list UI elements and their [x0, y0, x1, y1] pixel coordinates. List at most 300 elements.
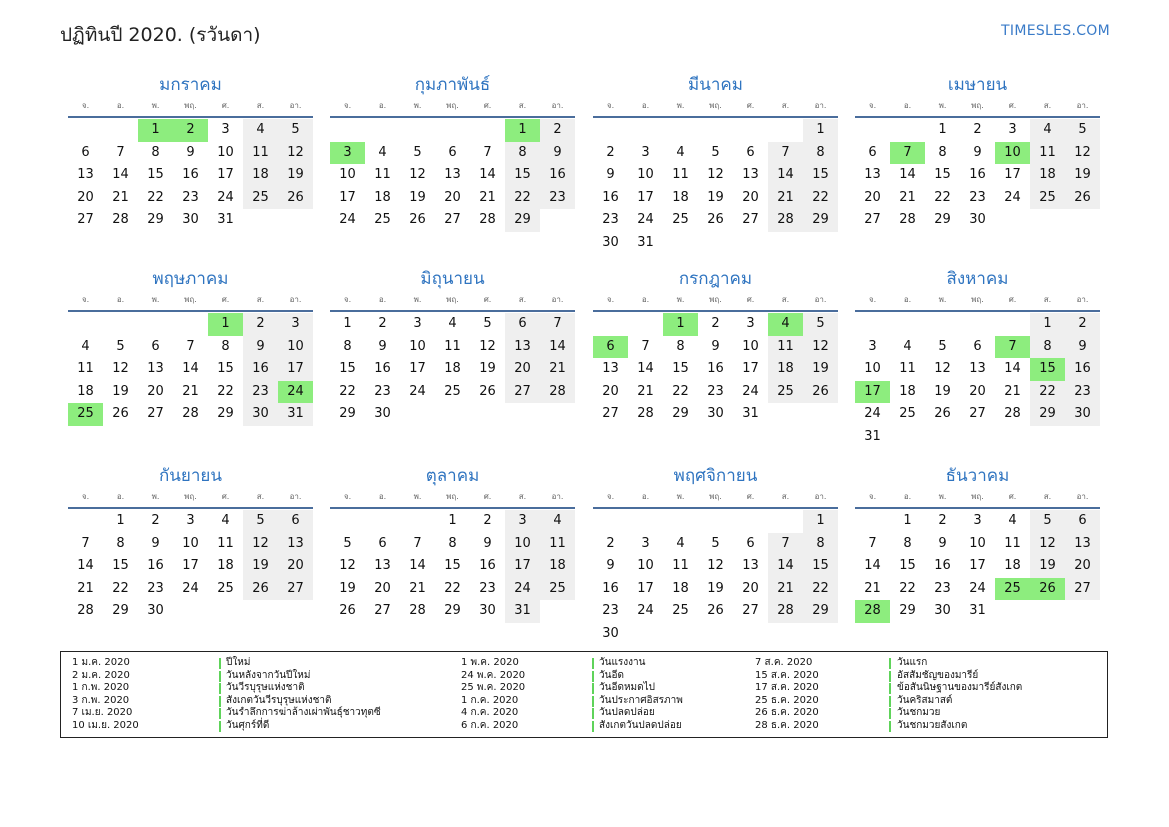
day-cell[interactable]: 2 [243, 313, 278, 336]
day-cell[interactable]: 3 [1008, 122, 1017, 137]
day-cell[interactable]: 24 [182, 580, 199, 596]
day-cell[interactable]: 5 [116, 338, 125, 354]
day-cell[interactable]: 26 [339, 603, 356, 618]
holiday-day-cell[interactable]: 6 [593, 336, 628, 359]
day-cell[interactable]: 6 [81, 144, 90, 160]
day-cell[interactable]: 16 [147, 558, 164, 573]
day-cell[interactable]: 9 [186, 144, 195, 160]
day-cell[interactable]: 19 [243, 555, 278, 578]
day-cell[interactable]: 2 [938, 513, 947, 528]
holiday-day-cell[interactable]: 1 [663, 313, 698, 336]
day-cell[interactable]: 20 [742, 189, 759, 205]
day-cell[interactable]: 12 [339, 558, 356, 573]
day-cell[interactable]: 1 [448, 513, 457, 528]
day-cell[interactable]: 10 [742, 338, 759, 354]
day-cell[interactable]: 30 [602, 234, 619, 250]
day-cell[interactable]: 29 [899, 603, 916, 618]
day-cell[interactable]: 27 [444, 212, 461, 227]
day-cell[interactable]: 21 [1004, 383, 1021, 399]
day-cell[interactable]: 19 [934, 383, 951, 399]
day-cell[interactable]: 13 [864, 167, 881, 182]
day-cell[interactable]: 5 [1065, 119, 1100, 142]
day-cell[interactable]: 22 [147, 189, 164, 205]
day-cell[interactable]: 20 [444, 189, 461, 205]
day-cell[interactable]: 18 [217, 558, 234, 573]
day-cell[interactable]: 13 [742, 558, 759, 573]
day-cell[interactable]: 30 [602, 625, 619, 641]
day-cell[interactable]: 9 [711, 338, 720, 354]
day-cell[interactable]: 31 [278, 403, 313, 426]
day-cell[interactable]: 5 [483, 316, 492, 331]
day-cell[interactable]: 5 [711, 144, 720, 160]
holiday-day-cell[interactable]: 25 [68, 403, 103, 426]
day-cell[interactable]: 4 [221, 513, 230, 528]
day-cell[interactable]: 19 [803, 358, 838, 381]
day-cell[interactable]: 7 [116, 144, 125, 160]
day-cell[interactable]: 20 [602, 383, 619, 399]
day-cell[interactable]: 21 [540, 358, 575, 381]
day-cell[interactable]: 9 [483, 535, 492, 551]
day-cell[interactable]: 7 [641, 338, 650, 354]
holiday-day-cell[interactable]: 7 [890, 142, 925, 165]
day-cell[interactable]: 25 [768, 381, 803, 404]
day-cell[interactable]: 27 [602, 406, 619, 421]
day-cell[interactable]: 6 [1065, 510, 1100, 533]
day-cell[interactable]: 2 [711, 316, 720, 331]
day-cell[interactable]: 19 [707, 189, 724, 205]
day-cell[interactable]: 17 [637, 580, 654, 596]
day-cell[interactable]: 23 [243, 381, 278, 404]
day-cell[interactable]: 14 [409, 558, 426, 573]
day-cell[interactable]: 27 [742, 212, 759, 227]
day-cell[interactable]: 17 [217, 167, 234, 182]
day-cell[interactable]: 6 [868, 144, 877, 160]
day-cell[interactable]: 9 [151, 535, 160, 551]
day-cell[interactable]: 8 [803, 533, 838, 556]
day-cell[interactable]: 26 [1065, 187, 1100, 210]
day-cell[interactable]: 3 [186, 513, 195, 528]
day-cell[interactable]: 13 [374, 558, 391, 573]
day-cell[interactable]: 8 [116, 535, 125, 551]
day-cell[interactable]: 30 [147, 603, 164, 618]
day-cell[interactable]: 17 [409, 361, 426, 376]
day-cell[interactable]: 16 [182, 167, 199, 182]
day-cell[interactable]: 15 [112, 558, 129, 573]
day-cell[interactable]: 25 [243, 187, 278, 210]
day-cell[interactable]: 13 [444, 167, 461, 182]
day-cell[interactable]: 30 [182, 212, 199, 227]
day-cell[interactable]: 24 [637, 212, 654, 227]
day-cell[interactable]: 3 [413, 316, 422, 331]
day-cell[interactable]: 29 [112, 603, 129, 618]
day-cell[interactable]: 16 [602, 580, 619, 596]
day-cell[interactable]: 16 [934, 558, 951, 573]
day-cell[interactable]: 29 [803, 600, 838, 623]
day-cell[interactable]: 20 [374, 580, 391, 596]
day-cell[interactable]: 14 [182, 361, 199, 376]
day-cell[interactable]: 22 [803, 578, 838, 601]
holiday-day-cell[interactable]: 15 [1030, 358, 1065, 381]
day-cell[interactable]: 22 [672, 383, 689, 399]
day-cell[interactable]: 28 [899, 212, 916, 227]
day-cell[interactable]: 25 [374, 212, 391, 227]
day-cell[interactable]: 21 [112, 189, 129, 205]
day-cell[interactable]: 26 [934, 406, 951, 421]
day-cell[interactable]: 21 [768, 578, 803, 601]
day-cell[interactable]: 8 [1030, 336, 1065, 359]
day-cell[interactable]: 25 [899, 406, 916, 421]
day-cell[interactable]: 11 [77, 361, 94, 376]
day-cell[interactable]: 28 [768, 209, 803, 232]
day-cell[interactable]: 5 [711, 535, 720, 551]
day-cell[interactable]: 8 [448, 535, 457, 551]
day-cell[interactable]: 13 [77, 167, 94, 182]
day-cell[interactable]: 13 [505, 336, 540, 359]
day-cell[interactable]: 28 [479, 212, 496, 227]
day-cell[interactable]: 15 [803, 164, 838, 187]
day-cell[interactable]: 3 [641, 535, 650, 551]
day-cell[interactable]: 29 [339, 406, 356, 421]
day-cell[interactable]: 26 [243, 578, 278, 601]
day-cell[interactable]: 25 [1030, 187, 1065, 210]
day-cell[interactable]: 2 [483, 513, 492, 528]
day-cell[interactable]: 16 [707, 361, 724, 376]
holiday-day-cell[interactable]: 26 [1030, 578, 1065, 601]
day-cell[interactable]: 21 [899, 189, 916, 205]
day-cell[interactable]: 21 [637, 383, 654, 399]
day-cell[interactable]: 8 [938, 144, 947, 160]
day-cell[interactable]: 27 [864, 212, 881, 227]
day-cell[interactable]: 10 [278, 336, 313, 359]
day-cell[interactable]: 9 [973, 144, 982, 160]
day-cell[interactable]: 27 [742, 603, 759, 618]
day-cell[interactable]: 11 [217, 535, 234, 551]
day-cell[interactable]: 3 [505, 510, 540, 533]
day-cell[interactable]: 28 [540, 381, 575, 404]
day-cell[interactable]: 11 [444, 338, 461, 354]
day-cell[interactable]: 12 [409, 167, 426, 182]
day-cell[interactable]: 27 [969, 406, 986, 421]
day-cell[interactable]: 20 [742, 580, 759, 596]
day-cell[interactable]: 26 [707, 603, 724, 618]
day-cell[interactable]: 2 [1065, 313, 1100, 336]
day-cell[interactable]: 24 [637, 603, 654, 618]
day-cell[interactable]: 11 [1004, 535, 1021, 551]
day-cell[interactable]: 2 [151, 513, 160, 528]
day-cell[interactable]: 23 [540, 187, 575, 210]
day-cell[interactable]: 15 [444, 558, 461, 573]
day-cell[interactable]: 4 [81, 338, 90, 354]
day-cell[interactable]: 28 [182, 406, 199, 421]
day-cell[interactable]: 26 [479, 383, 496, 399]
day-cell[interactable]: 7 [768, 142, 803, 165]
day-cell[interactable]: 19 [707, 580, 724, 596]
day-cell[interactable]: 7 [540, 313, 575, 336]
day-cell[interactable]: 17 [505, 555, 540, 578]
day-cell[interactable]: 17 [637, 189, 654, 205]
day-cell[interactable]: 18 [768, 358, 803, 381]
day-cell[interactable]: 23 [934, 580, 951, 596]
day-cell[interactable]: 11 [374, 167, 391, 182]
day-cell[interactable]: 30 [1065, 403, 1100, 426]
holiday-day-cell[interactable]: 1 [505, 119, 540, 142]
day-cell[interactable]: 21 [182, 383, 199, 399]
day-cell[interactable]: 31 [505, 600, 540, 623]
day-cell[interactable]: 23 [374, 383, 391, 399]
day-cell[interactable]: 29 [147, 212, 164, 227]
day-cell[interactable]: 3 [278, 313, 313, 336]
day-cell[interactable]: 5 [1030, 510, 1065, 533]
day-cell[interactable]: 30 [243, 403, 278, 426]
day-cell[interactable]: 24 [969, 580, 986, 596]
day-cell[interactable]: 10 [409, 338, 426, 354]
holiday-day-cell[interactable]: 3 [330, 142, 365, 165]
day-cell[interactable]: 18 [1030, 164, 1065, 187]
day-cell[interactable]: 12 [479, 338, 496, 354]
day-cell[interactable]: 22 [934, 189, 951, 205]
day-cell[interactable]: 28 [112, 212, 129, 227]
day-cell[interactable]: 14 [1004, 361, 1021, 376]
day-cell[interactable]: 15 [505, 164, 540, 187]
day-cell[interactable]: 6 [378, 535, 387, 551]
day-cell[interactable]: 30 [374, 406, 391, 421]
day-cell[interactable]: 6 [151, 338, 160, 354]
day-cell[interactable]: 3 [221, 122, 230, 137]
day-cell[interactable]: 18 [374, 189, 391, 205]
day-cell[interactable]: 19 [278, 164, 313, 187]
day-cell[interactable]: 29 [803, 209, 838, 232]
day-cell[interactable]: 6 [746, 535, 755, 551]
day-cell[interactable]: 11 [672, 167, 689, 182]
day-cell[interactable]: 18 [77, 383, 94, 399]
day-cell[interactable]: 30 [479, 603, 496, 618]
day-cell[interactable]: 23 [707, 383, 724, 399]
day-cell[interactable]: 18 [540, 555, 575, 578]
day-cell[interactable]: 15 [217, 361, 234, 376]
day-cell[interactable]: 7 [81, 535, 90, 551]
day-cell[interactable]: 22 [803, 187, 838, 210]
day-cell[interactable]: 16 [374, 361, 391, 376]
day-cell[interactable]: 25 [444, 383, 461, 399]
day-cell[interactable]: 27 [147, 406, 164, 421]
day-cell[interactable]: 5 [413, 144, 422, 160]
day-cell[interactable]: 16 [243, 358, 278, 381]
day-cell[interactable]: 12 [243, 533, 278, 556]
day-cell[interactable]: 1 [803, 510, 838, 533]
day-cell[interactable]: 9 [606, 167, 615, 182]
day-cell[interactable]: 31 [864, 428, 881, 444]
day-cell[interactable]: 16 [479, 558, 496, 573]
day-cell[interactable]: 20 [864, 189, 881, 205]
day-cell[interactable]: 3 [868, 338, 877, 354]
day-cell[interactable]: 6 [973, 338, 982, 354]
day-cell[interactable]: 14 [768, 164, 803, 187]
day-cell[interactable]: 10 [339, 167, 356, 182]
day-cell[interactable]: 15 [339, 361, 356, 376]
day-cell[interactable]: 22 [112, 580, 129, 596]
day-cell[interactable]: 20 [278, 555, 313, 578]
day-cell[interactable]: 18 [243, 164, 278, 187]
day-cell[interactable]: 30 [707, 406, 724, 421]
day-cell[interactable]: 12 [1030, 533, 1065, 556]
day-cell[interactable]: 6 [448, 144, 457, 160]
day-cell[interactable]: 20 [969, 383, 986, 399]
day-cell[interactable]: 25 [540, 578, 575, 601]
day-cell[interactable]: 10 [637, 558, 654, 573]
day-cell[interactable]: 6 [505, 313, 540, 336]
day-cell[interactable]: 9 [243, 336, 278, 359]
day-cell[interactable]: 3 [746, 316, 755, 331]
day-cell[interactable]: 17 [969, 558, 986, 573]
day-cell[interactable]: 19 [479, 361, 496, 376]
day-cell[interactable]: 23 [182, 189, 199, 205]
day-cell[interactable]: 7 [483, 144, 492, 160]
day-cell[interactable]: 13 [278, 533, 313, 556]
day-cell[interactable]: 1 [938, 122, 947, 137]
day-cell[interactable]: 18 [1004, 558, 1021, 573]
day-cell[interactable]: 25 [672, 212, 689, 227]
day-cell[interactable]: 17 [278, 358, 313, 381]
day-cell[interactable]: 14 [899, 167, 916, 182]
day-cell[interactable]: 5 [803, 313, 838, 336]
day-cell[interactable]: 26 [278, 187, 313, 210]
day-cell[interactable]: 12 [1065, 142, 1100, 165]
day-cell[interactable]: 24 [864, 406, 881, 421]
day-cell[interactable]: 16 [540, 164, 575, 187]
day-cell[interactable]: 22 [1030, 381, 1065, 404]
day-cell[interactable]: 29 [1030, 403, 1065, 426]
day-cell[interactable]: 6 [746, 144, 755, 160]
holiday-day-cell[interactable]: 17 [855, 381, 890, 404]
day-cell[interactable]: 26 [803, 381, 838, 404]
day-cell[interactable]: 23 [602, 603, 619, 618]
day-cell[interactable]: 28 [77, 603, 94, 618]
day-cell[interactable]: 27 [278, 578, 313, 601]
day-cell[interactable]: 21 [77, 580, 94, 596]
day-cell[interactable]: 13 [969, 361, 986, 376]
day-cell[interactable]: 25 [217, 580, 234, 596]
day-cell[interactable]: 15 [803, 555, 838, 578]
day-cell[interactable]: 2 [606, 144, 615, 160]
day-cell[interactable]: 1 [903, 513, 912, 528]
day-cell[interactable]: 20 [505, 358, 540, 381]
day-cell[interactable]: 4 [903, 338, 912, 354]
day-cell[interactable]: 1 [343, 316, 352, 331]
day-cell[interactable]: 12 [707, 167, 724, 182]
day-cell[interactable]: 26 [707, 212, 724, 227]
day-cell[interactable]: 11 [1030, 142, 1065, 165]
holiday-day-cell[interactable]: 1 [138, 119, 173, 142]
day-cell[interactable]: 2 [606, 535, 615, 551]
day-cell[interactable]: 13 [1065, 533, 1100, 556]
day-cell[interactable]: 4 [243, 119, 278, 142]
day-cell[interactable]: 8 [903, 535, 912, 551]
day-cell[interactable]: 29 [672, 406, 689, 421]
day-cell[interactable]: 22 [899, 580, 916, 596]
day-cell[interactable]: 4 [448, 316, 457, 331]
day-cell[interactable]: 29 [934, 212, 951, 227]
holiday-day-cell[interactable]: 10 [995, 142, 1030, 165]
day-cell[interactable]: 24 [742, 383, 759, 399]
day-cell[interactable]: 23 [602, 212, 619, 227]
day-cell[interactable]: 15 [672, 361, 689, 376]
day-cell[interactable]: 7 [186, 338, 195, 354]
day-cell[interactable]: 10 [969, 535, 986, 551]
day-cell[interactable]: 8 [343, 338, 352, 354]
day-cell[interactable]: 4 [676, 535, 685, 551]
day-cell[interactable]: 14 [540, 336, 575, 359]
day-cell[interactable]: 8 [803, 142, 838, 165]
day-cell[interactable]: 22 [217, 383, 234, 399]
holiday-day-cell[interactable]: 24 [278, 381, 313, 404]
day-cell[interactable]: 26 [409, 212, 426, 227]
day-cell[interactable]: 17 [742, 361, 759, 376]
day-cell[interactable]: 19 [1065, 164, 1100, 187]
day-cell[interactable]: 4 [676, 144, 685, 160]
holiday-day-cell[interactable]: 1 [208, 313, 243, 336]
site-brand[interactable]: TIMESLES.COM [1001, 23, 1110, 39]
day-cell[interactable]: 10 [864, 361, 881, 376]
day-cell[interactable]: 24 [505, 578, 540, 601]
day-cell[interactable]: 27 [374, 603, 391, 618]
day-cell[interactable]: 28 [768, 600, 803, 623]
day-cell[interactable]: 4 [540, 510, 575, 533]
day-cell[interactable]: 29 [217, 406, 234, 421]
day-cell[interactable]: 31 [637, 234, 654, 250]
day-cell[interactable]: 21 [479, 189, 496, 205]
day-cell[interactable]: 24 [339, 212, 356, 227]
day-cell[interactable]: 23 [147, 580, 164, 596]
day-cell[interactable]: 21 [409, 580, 426, 596]
day-cell[interactable]: 5 [278, 119, 313, 142]
day-cell[interactable]: 8 [676, 338, 685, 354]
day-cell[interactable]: 12 [934, 361, 951, 376]
day-cell[interactable]: 28 [637, 406, 654, 421]
day-cell[interactable]: 14 [637, 361, 654, 376]
day-cell[interactable]: 13 [602, 361, 619, 376]
day-cell[interactable]: 10 [217, 144, 234, 160]
day-cell[interactable]: 1 [1030, 313, 1065, 336]
day-cell[interactable]: 10 [182, 535, 199, 551]
day-cell[interactable]: 11 [768, 336, 803, 359]
day-cell[interactable]: 16 [1065, 358, 1100, 381]
day-cell[interactable]: 18 [672, 189, 689, 205]
day-cell[interactable]: 4 [378, 144, 387, 160]
day-cell[interactable]: 22 [444, 580, 461, 596]
day-cell[interactable]: 17 [339, 189, 356, 205]
holiday-day-cell[interactable]: 25 [995, 578, 1030, 601]
day-cell[interactable]: 5 [243, 510, 278, 533]
holiday-day-cell[interactable]: 7 [995, 336, 1030, 359]
day-cell[interactable]: 9 [938, 535, 947, 551]
day-cell[interactable]: 8 [151, 144, 160, 160]
day-cell[interactable]: 9 [606, 558, 615, 573]
day-cell[interactable]: 21 [864, 580, 881, 596]
day-cell[interactable]: 8 [221, 338, 230, 354]
day-cell[interactable]: 7 [868, 535, 877, 551]
day-cell[interactable]: 16 [602, 189, 619, 205]
holiday-day-cell[interactable]: 28 [855, 600, 890, 623]
holiday-day-cell[interactable]: 4 [768, 313, 803, 336]
day-cell[interactable]: 30 [934, 603, 951, 618]
day-cell[interactable]: 6 [278, 510, 313, 533]
day-cell[interactable]: 27 [77, 212, 94, 227]
day-cell[interactable]: 14 [864, 558, 881, 573]
day-cell[interactable]: 11 [672, 558, 689, 573]
day-cell[interactable]: 16 [969, 167, 986, 182]
day-cell[interactable]: 8 [505, 142, 540, 165]
day-cell[interactable]: 14 [112, 167, 129, 182]
